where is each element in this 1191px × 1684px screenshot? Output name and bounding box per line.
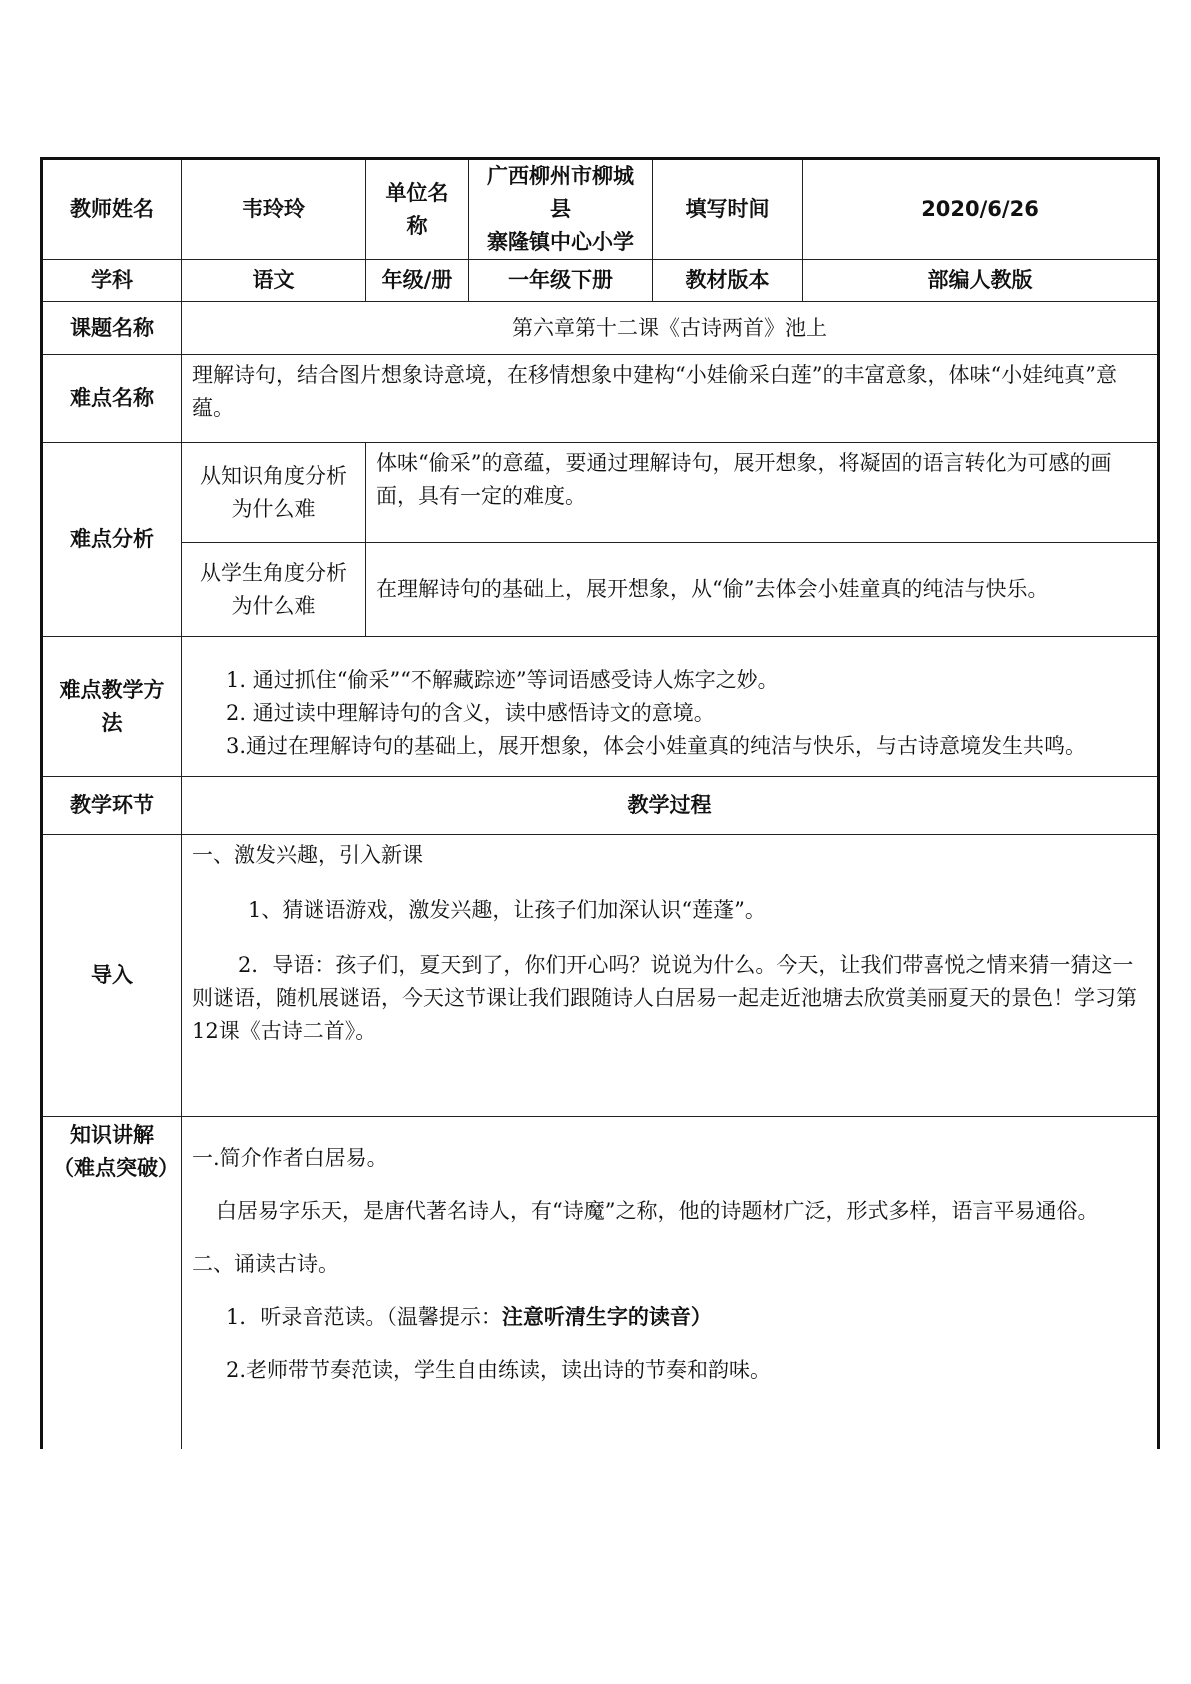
unit-name-value bbox=[469, 159, 653, 260]
knowledge-content bbox=[182, 1117, 1159, 1449]
knowledge-bio: 白居易字乐天，是唐代著名诗人，有“诗魔”之称，他的诗题材广泛，形式多样，语言平易通俗。 bbox=[216, 1199, 1099, 1223]
lesson-plan-table bbox=[40, 157, 1160, 1449]
difficulty-row bbox=[42, 355, 1159, 443]
teacher-name-label: 教师姓名 bbox=[42, 159, 182, 260]
student-angle-label: 从学生角度分析为什么难 bbox=[182, 543, 366, 637]
date-value: 2020/6/26 bbox=[803, 159, 1159, 260]
grade-label: 年级/册 bbox=[366, 260, 469, 302]
method-item-1: 1. 通过抓住“偷采”“不解藏踪迹”等词语感受诗人炼字之妙。 bbox=[226, 668, 779, 692]
unit-name-line2: 寨隆镇中心小学 bbox=[487, 230, 634, 254]
edition-value: 部编人教版 bbox=[803, 260, 1159, 302]
intro-step-2: 2．导语：孩子们，夏天到了，你们开心吗？说说为什么。今天，让我们带喜悦之情来猜一猜这一则谜语，随机展谜语，今天这节课让我们跟随诗人白居易一起走近池塘去欣赏美丽夏天的景色！学习第12课《古诗二首》。 bbox=[192, 953, 1137, 1043]
unit-name-line1: 广西柳州市柳城县 bbox=[487, 164, 634, 221]
knowledge-read-1-text: 1．听录音范读。（温馨提示： bbox=[226, 1305, 502, 1329]
difficulty-value: 理解诗句，结合图片想象诗意境，在移情想象中建构“小娃偷采白莲”的丰富意象，体味“小娃纯真”意蕴。 bbox=[182, 355, 1159, 443]
knowledge-read-1 bbox=[192, 1301, 1147, 1334]
analysis-row-student bbox=[42, 543, 1159, 637]
topic-label: 课题名称 bbox=[42, 302, 182, 355]
knowledge-title-1: 一.简介作者白居易。 bbox=[192, 1146, 388, 1170]
intro-title: 一、激发兴趣，引入新课 bbox=[192, 843, 423, 867]
analysis-row-knowledge bbox=[42, 443, 1159, 543]
knowledge-label-line1: 知识讲解 bbox=[70, 1123, 154, 1147]
lesson-plan-sheet bbox=[40, 157, 1157, 1449]
method-item-3: 3.通过在理解诗句的基础上，展开想象，体会小娃童真的纯洁与快乐，与古诗意境发生共鸣。 bbox=[226, 734, 1087, 758]
student-angle-value: 在理解诗句的基础上，展开想象，从“偷”去体会小娃童真的纯洁与快乐。 bbox=[366, 543, 1159, 637]
difficulty-label: 难点名称 bbox=[42, 355, 182, 443]
method-row bbox=[42, 637, 1159, 777]
knowledge-angle-value: 体味“偷采”的意蕴，要通过理解诗句，展开想象，将凝固的语言转化为可感的画面，具有一定的难度。 bbox=[366, 443, 1159, 543]
info-row-teacher bbox=[42, 159, 1159, 260]
subject-label: 学科 bbox=[42, 260, 182, 302]
topic-value: 第六章第十二课《古诗两首》池上 bbox=[182, 302, 1159, 355]
intro-content bbox=[182, 835, 1159, 1117]
knowledge-read-1-emphasis: 注意听清生字的读音） bbox=[501, 1305, 712, 1329]
edition-label: 教材版本 bbox=[653, 260, 803, 302]
analysis-label: 难点分析 bbox=[42, 443, 182, 637]
date-label: 填写时间 bbox=[653, 159, 803, 260]
intro-row bbox=[42, 835, 1159, 1117]
process-label: 教学过程 bbox=[182, 777, 1159, 835]
unit-name-label: 单位名称 bbox=[366, 159, 469, 260]
knowledge-angle-label: 从知识角度分析为什么难 bbox=[182, 443, 366, 543]
method-item-2: 2. 通过读中理解诗句的含义，读中感悟诗文的意境。 bbox=[226, 701, 715, 725]
intro-step-1: 1、猜谜语游戏，激发兴趣，让孩子们加深认识“莲蓬”。 bbox=[248, 898, 766, 922]
info-row-subject bbox=[42, 260, 1159, 302]
knowledge-label-line2: （难点突破） bbox=[53, 1156, 179, 1180]
knowledge-label bbox=[42, 1117, 182, 1449]
topic-row bbox=[42, 302, 1159, 355]
method-value bbox=[182, 637, 1159, 777]
stage-label: 教学环节 bbox=[42, 777, 182, 835]
knowledge-read-2: 2.老师带节奏范读，学生自由练读，读出诗的节奏和韵味。 bbox=[226, 1358, 772, 1382]
process-header-row bbox=[42, 777, 1159, 835]
teacher-name-value: 韦玲玲 bbox=[182, 159, 366, 260]
knowledge-title-2: 二、诵读古诗。 bbox=[192, 1252, 339, 1276]
method-label: 难点教学方法 bbox=[42, 637, 182, 777]
grade-value: 一年级下册 bbox=[469, 260, 653, 302]
knowledge-row bbox=[42, 1117, 1159, 1449]
intro-label: 导入 bbox=[42, 835, 182, 1117]
subject-value: 语文 bbox=[182, 260, 366, 302]
